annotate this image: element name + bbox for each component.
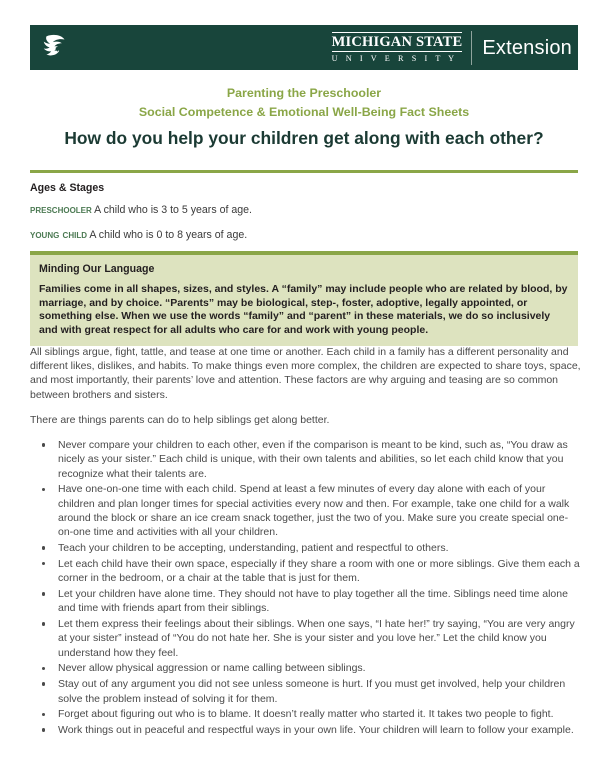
list-item-text: Never allow physical aggression or name calling between siblings.: [58, 662, 366, 675]
page-title: How do you help your children get along with each other?: [64, 128, 544, 148]
glossary-item: [30, 227, 578, 243]
spartan-helmet-icon: [39, 31, 73, 65]
bullet-icon: [42, 728, 45, 731]
bullet-icon: [42, 592, 45, 595]
bullet-icon: [42, 622, 45, 625]
body-paragraph: There are things parents can do to help siblings get along better.: [30, 413, 330, 426]
list-item-text: Let them express their feelings about their siblings. When one says, “I hate her!” try saying, “You are very angry at your sister” instead of “You do not hate her. She is your sister and you love her.” Let the child know you understand how they feel.: [58, 618, 575, 659]
list-item: [30, 541, 582, 555]
bullet-icon: [42, 546, 45, 549]
series-title: Parenting the Preschooler: [226, 86, 382, 100]
extension-label: Extension: [482, 36, 572, 59]
list-item-text: Have one-on-one time with each child. Spend at least a few minutes of every day alone with each of your children and plan longer times for special activities every now and then. For example, take one child for a walk around the block or share an ice cream snack together, just the two of you. Make sure you create special one-on-one time and activities with all your children.: [58, 483, 570, 539]
bullet-icon: [42, 713, 45, 716]
msu-extension-wordmark: [332, 30, 572, 66]
article-body: [30, 345, 582, 739]
bullet-icon: [42, 667, 45, 670]
list-item: [30, 587, 582, 616]
list-item-text: Forget about figuring out who is to blame. It doesn’t really matter who started it. It takes two people to fight.: [58, 708, 554, 721]
list-item-text: Let each child have their own space, especially if they share a room with one or more siblings. Give them each a corner in the bedroom, or a chair at the table that is just for them.: [58, 557, 580, 585]
list-item: [30, 617, 582, 660]
tips-list: [30, 438, 582, 737]
list-item-text: Never compare your children to each other, even if the comparison is meant to be kind, such as, “You draw as nicely as your sister.” Each child is unique, with their own talents and abilities, so let each child know that you recognize what their talents are.: [58, 439, 568, 480]
body-paragraph: All siblings argue, fight, tattle, and tease at one time or another. Each child in a family has a different personality and different likes, dislikes, and habits. To make things even more complex, the children are expected to share toys, space, and most importantly, their parents’ love and attention. These factors are why arguing and teasing are so common between brothers and sisters.: [30, 346, 581, 401]
callout-title: Minding Our Language: [39, 263, 155, 275]
glossary-definition: A child who is 3 to 5 years of age.: [94, 204, 252, 216]
list-item-text: Stay out of any argument you did not see unless someone is hurt. If you must get involved, help your children solve the problem instead of solving it for them.: [58, 678, 566, 705]
list-item: [30, 661, 582, 675]
glossary-term: young child: [30, 228, 87, 241]
list-item: [30, 723, 582, 737]
msu-extension-header: [30, 25, 578, 70]
university-name-line2: U N I V E R S I T Y: [331, 53, 458, 63]
glossary-item: [30, 202, 578, 218]
series-subtitle: Social Competence & Emotional Well-Being Fact Sheets: [138, 105, 470, 119]
title-block: [30, 84, 578, 150]
university-name-line1: MICHIGAN STATE: [332, 32, 463, 52]
bullet-icon: [42, 443, 45, 446]
bullet-icon: [42, 682, 45, 685]
minding-our-language-callout: [30, 251, 578, 346]
section-title-ages-stages: Ages & Stages: [30, 182, 105, 194]
bullet-icon: [42, 488, 45, 491]
callout-body: Families come in all shapes, sizes, and styles. A “family” may include people who are related by blood, by marriage, and by choice. “Parents” may be biological, step-, foster, adoptive, legally appointed, or something else. When we use the words “family” and “parent” in these materials, we do so inclusively and with great respect for all adults who care for and work with young people.: [39, 283, 568, 336]
list-item: [30, 557, 582, 586]
bullet-icon: [42, 562, 45, 565]
glossary-term: preschooler: [30, 203, 92, 216]
title-divider: [30, 170, 578, 173]
list-item: [30, 482, 582, 539]
ages-and-stages-section: [30, 181, 578, 252]
list-item-text: Work things out in peaceful and respectful ways in your own life. Your children will learn to follow your example.: [58, 724, 574, 737]
michigan-state-university-lockup: [332, 32, 472, 63]
list-item-text: Teach your children to be accepting, understanding, patient and respectful to others.: [58, 542, 449, 555]
list-item-text: Let your children have alone time. They should not have to play together all the time. Siblings need time alone and time with friends apart from their siblings.: [58, 587, 568, 615]
list-item: [30, 677, 582, 706]
list-item: [30, 438, 582, 481]
glossary-definition: A child who is 0 to 8 years of age.: [89, 229, 248, 241]
list-item: [30, 707, 582, 721]
